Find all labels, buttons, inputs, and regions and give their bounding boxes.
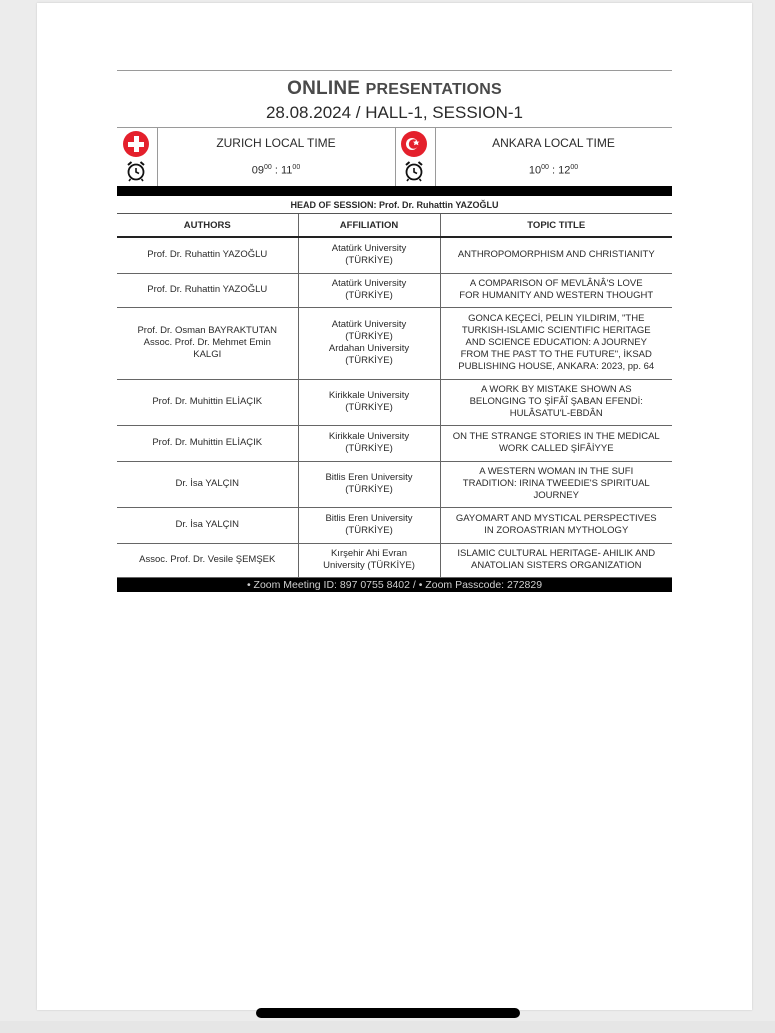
authors-cell: Prof. Dr. Ruhattin YAZOĞLU (117, 237, 298, 273)
affiliation-cell: Atatürk University (TÜRKİYE) (298, 237, 440, 273)
authors-cell: Dr. İsa YALÇIN (117, 461, 298, 507)
alarm-clock-icon (125, 160, 147, 182)
topic-cell: ANTHROPOMORPHISM AND CHRISTIANITY (440, 237, 672, 273)
presentations-table (117, 214, 672, 578)
topic-cell: GAYOMART AND MYSTICAL PERSPECTIVES IN ZOROASTRIAN MYTHOLOGY (440, 507, 672, 543)
affiliation-cell: Kırşehir Ahi Evran University (TÜRKİYE) (298, 543, 440, 577)
section-black-bar (117, 186, 672, 196)
zurich-time-range: $09^{00}$ : $11^{00}$ (251, 164, 301, 177)
topic-cell: ON THE STRANGE STORIES IN THE MEDICAL WORK CALLED ŞİFÂİYYE (440, 425, 672, 461)
authors-cell: Assoc. Prof. Dr. Vesile ŞEMŞEK (117, 543, 298, 577)
col-header-affiliation: AFFILIATION (298, 214, 440, 237)
timezone-bar (117, 127, 672, 186)
ankara-time-label: ANKARA LOCAL TIME (492, 136, 615, 150)
switzerland-flag-icon (123, 131, 149, 157)
schedule-content (117, 70, 672, 592)
table-row (117, 237, 672, 273)
document-page (37, 3, 752, 1010)
table-row (117, 507, 672, 543)
affiliation-cell: Bitlis Eren University (TÜRKİYE) (298, 507, 440, 543)
table-row (117, 425, 672, 461)
affiliation-cell: Bitlis Eren University (TÜRKİYE) (298, 461, 440, 507)
authors-cell: Dr. İsa YALÇIN (117, 507, 298, 543)
authors-cell: Prof. Dr. Muhittin ELİAÇIK (117, 425, 298, 461)
topic-cell: A COMPARISON OF MEVLÂNÂ'S LOVE FOR HUMANITY AND WESTERN THOUGHT (440, 273, 672, 307)
bottom-strip (0, 1021, 775, 1033)
table-row (117, 307, 672, 379)
affiliation-cell: Atatürk University (TÜRKİYE) (298, 273, 440, 307)
topic-cell: ISLAMIC CULTURAL HERITAGE- AHILIK AND ANATOLIAN SISTERS ORGANIZATION (440, 543, 672, 577)
page-title (117, 78, 672, 100)
affiliation-cell: Atatürk University (TÜRKİYE) Ardahan University (TÜRKİYE) (298, 307, 440, 379)
top-divider (117, 70, 672, 71)
ankara-time-block (395, 128, 672, 186)
table-row (117, 379, 672, 425)
affiliation-cell: Kirikkale University (TÜRKİYE) (298, 425, 440, 461)
col-header-topic: TOPIC TITLE (440, 214, 672, 237)
table-row (117, 543, 672, 577)
table-row (117, 273, 672, 307)
topic-cell: GONCA KEÇECİ, PELIN YILDIRIM, "THE TURKISH-ISLAMIC SCIENTIFIC HERITAGE AND SCIENCE EDUCATION: A JOURNEY FROM THE PAST TO THE FUTURE", İKSAD PUBLISHING HOUSE, ANKARA: 2023, pp. 64 (440, 307, 672, 379)
topic-cell: A WESTERN WOMAN IN THE SUFI TRADITION: IRINA TWEEDIE'S SPIRITUAL JOURNEY (440, 461, 672, 507)
affiliation-cell: Kirikkale University (TÜRKİYE) (298, 379, 440, 425)
title-online: ONLINE (287, 78, 361, 99)
zurich-time-label: ZURICH LOCAL TIME (216, 136, 336, 150)
home-indicator[interactable] (256, 1008, 520, 1018)
table-body (117, 237, 672, 577)
col-header-authors: AUTHORS (117, 214, 298, 237)
alarm-clock-icon (403, 160, 425, 182)
authors-cell: Prof. Dr. Ruhattin YAZOĞLU (117, 273, 298, 307)
zurich-time-block (117, 128, 395, 186)
turkey-flag-icon (401, 131, 427, 157)
head-of-session: HEAD OF SESSION: Prof. Dr. Ruhattin YAZOĞLU (117, 196, 672, 214)
zoom-meeting-info: • Zoom Meeting ID: 897 0755 8402 / • Zoom Passcode: 272829 (117, 578, 672, 592)
authors-cell: Prof. Dr. Osman BAYRAKTUTAN Assoc. Prof. Dr. Mehmet Emin KALGI (117, 307, 298, 379)
topic-cell: A WORK BY MISTAKE SHOWN AS BELONGING TO ŞİFÂÎ ŞABAN EFENDİ: HULÂSATU'L-EBDÂN (440, 379, 672, 425)
title-presentations: PRESENTATIONS (365, 81, 502, 98)
authors-cell: Prof. Dr. Muhittin ELİAÇIK (117, 379, 298, 425)
session-date-line: 28.08.2024 / HALL-1, SESSION-1 (265, 103, 524, 122)
ankara-time-range: $10^{00}$ : $12^{00}$ (528, 164, 579, 177)
table-header-row (117, 214, 672, 237)
table-row (117, 461, 672, 507)
